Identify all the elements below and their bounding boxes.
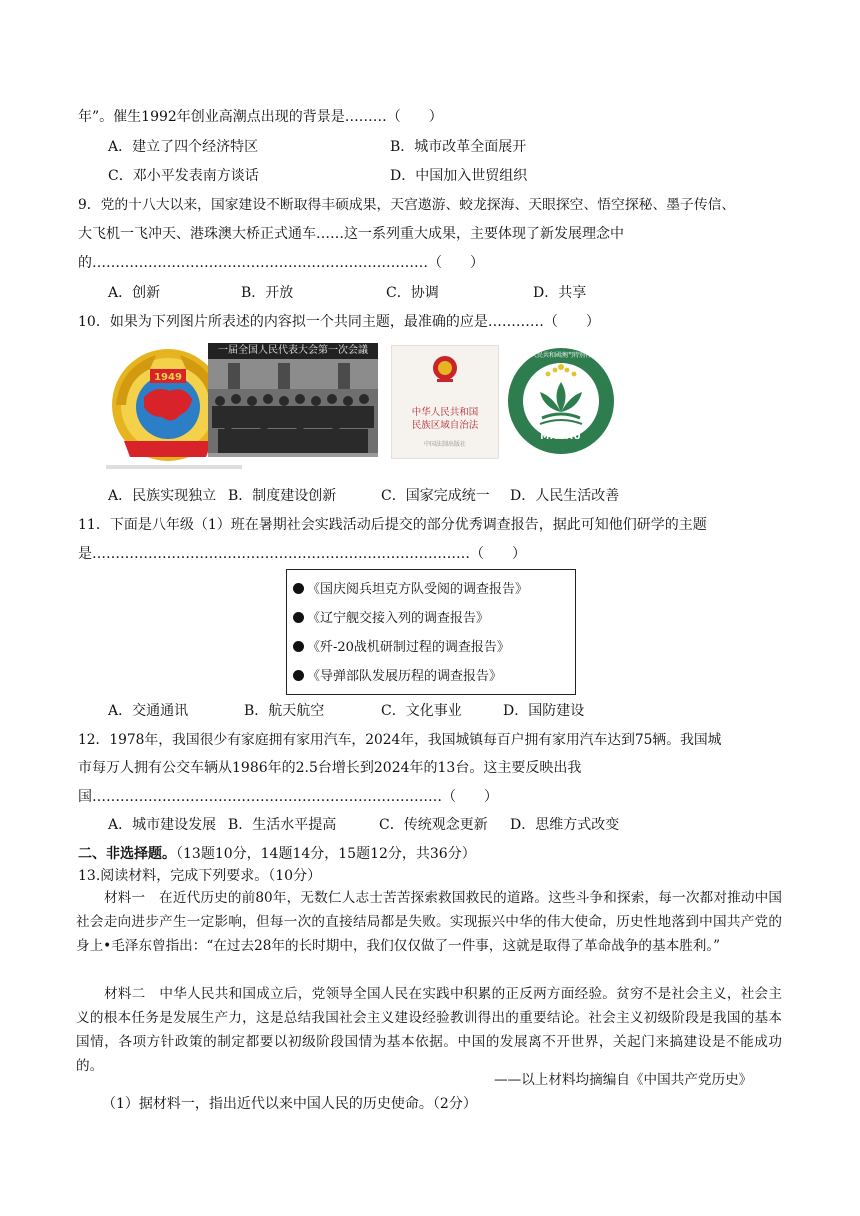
macau-ring-text: 中華人民共和國澳門特別行政區 <box>518 352 603 359</box>
q10-option-a: A．民族实现独立 <box>108 488 217 504</box>
q11-option-c: C．文化事业 <box>381 703 462 719</box>
q9-option-d: D．共享 <box>533 285 587 301</box>
section2-note: （13题10分，14题14分，15题12分，共36分） <box>176 846 476 862</box>
q13-sub1: （1）据材料一，指出近代以来中国人民的历史使命。（2分） <box>102 1096 477 1112</box>
q8-stem: 年”。催生1992年创业高潮点出现的背景是………（ ） <box>78 109 443 125</box>
q8-option-a: A．建立了四个经济特区 <box>108 139 259 155</box>
book-title-line1: 中华人民共和国 <box>411 407 479 418</box>
q11-option-a: A．交通通讯 <box>108 703 189 719</box>
q9-stem-line2: 大飞机一飞冲天、港珠澳大桥正式通车……这一系列重大成果，主要体现了新发展理念中 <box>78 226 624 242</box>
report-item: 《国庆阅兵坦克方队受阅的调查报告》 <box>293 578 528 597</box>
section2-heading <box>78 844 476 864</box>
bullet-dot-icon <box>293 641 304 652</box>
q10-stem: 10．如果为下列图片所表述的内容拟一个共同主题，最准确的应是…………（ ） <box>78 314 600 330</box>
bullet-dot-icon <box>293 583 304 594</box>
q9-stem-line1: 9．党的十八大以来，国家建设不断取得丰硕成果，天宫遨游、蛟龙探海、天眼探空、悟空探秘、墨子传信、 <box>78 197 736 213</box>
q9-option-c: C．协调 <box>386 285 439 301</box>
report-item: 《导弹部队发展历程的调查报告》 <box>293 665 502 684</box>
q10-option-d: D．人民生活改善 <box>510 488 620 504</box>
book-title-line2: 民族区域自治法 <box>411 420 479 431</box>
bullet-dot-icon <box>293 670 304 681</box>
q10-option-b: B．制度建设创新 <box>228 488 337 504</box>
q12-stem-line2: 市每万人拥有公交车辆从1986年的2.5台增长到2024年的13台。这主要反映出我 <box>78 760 582 776</box>
q11-stem-line1: 11．下面是八年级（1）班在暑期社会实践活动后提交的部分优秀调查报告，据此可知他们研学的主题 <box>78 517 707 533</box>
q11-stem-line2: 是………………………………………………………………………（ ） <box>78 546 526 562</box>
q13-material-2: 材料二 中华人民共和国成立后，党领导全国人民在实践中积累的正反两方面经验。贫穷不是社会主义，社会主义的根本任务是发展生产力，这是总结我国社会主义建设经验教训得出的重要结论。社会主义初级阶段是我国的基本国情，各项方针政策的制定都要以初级阶段国情为基本依据。中国的发展离不开世界，关起门来搞建设是不能成功的。 <box>76 986 782 1074</box>
book-publisher: 中国法制出版社 <box>423 441 466 448</box>
q11-option-d: D．国防建设 <box>503 703 585 719</box>
q9-stem-line3: 的………………………………………………………………（ ） <box>78 255 484 271</box>
q8-option-b: B．城市改革全面展开 <box>390 139 527 155</box>
photo-banner-text: 一届全国人民代表大会第一次会議 <box>208 343 378 359</box>
section2-title: 二、非选择题。 <box>78 846 176 862</box>
bullet-dot-icon <box>293 612 304 623</box>
q12-option-d: D．思维方式改变 <box>510 817 620 833</box>
q9-option-a: A．创新 <box>108 285 161 301</box>
q13-material-1: 材料一 在近代历史的前80年，无数仁人志士苦苦探索救国救民的道路。这些斗争和探索，每一次都对推动中国社会走向进步产生一定影响，但每一次的直接结局都是失败。实现振兴中华的伟大使命，历史性地落到中国共产党的身上•毛泽东曾指出：“在过去28年的长时期中，我们仅仅做了一件事，这就是取得了革命战争的基本胜利。” <box>76 890 782 954</box>
q8-option-c: C．邓小平发表南方谈话 <box>108 168 259 184</box>
q11-option-b: B．航天航空 <box>244 703 325 719</box>
q9-option-b: B．开放 <box>241 285 294 301</box>
macau-word: MACAU <box>540 432 582 442</box>
q12-option-a: A．城市建设发展 <box>108 817 217 833</box>
q13-stem: 13.阅读材料，完成下列要求。（10分） <box>78 868 322 884</box>
report-list-box <box>286 569 576 695</box>
q13-source: ——以上材料均摘编自《中国共产党历史》 <box>494 1072 753 1088</box>
svg-text:1949: 1949 <box>154 372 182 383</box>
q12-stem-line3: 国…………………………………………………………………（ ） <box>78 789 498 805</box>
npc-first-session-photo <box>208 343 378 457</box>
q10-option-c: C．国家完成统一 <box>381 488 490 504</box>
report-item: 《歼-20战机研制过程的调查报告》 <box>293 636 510 655</box>
q8-option-d: D．中国加入世贸组织 <box>390 168 528 184</box>
q12-option-c: C．传统观念更新 <box>379 817 488 833</box>
report-item: 《辽宁舰交接入列的调查报告》 <box>293 607 489 626</box>
q12-option-b: B．生活水平提高 <box>228 817 337 833</box>
ethnic-autonomy-law-book-image <box>391 345 499 459</box>
q12-stem-line1: 12．1978年，我国很少有家庭拥有家用汽车，2024年，我国城镇每百户拥有家用汽车达到75辆。我国城 <box>78 732 722 748</box>
macau-emblem-image <box>506 346 616 456</box>
